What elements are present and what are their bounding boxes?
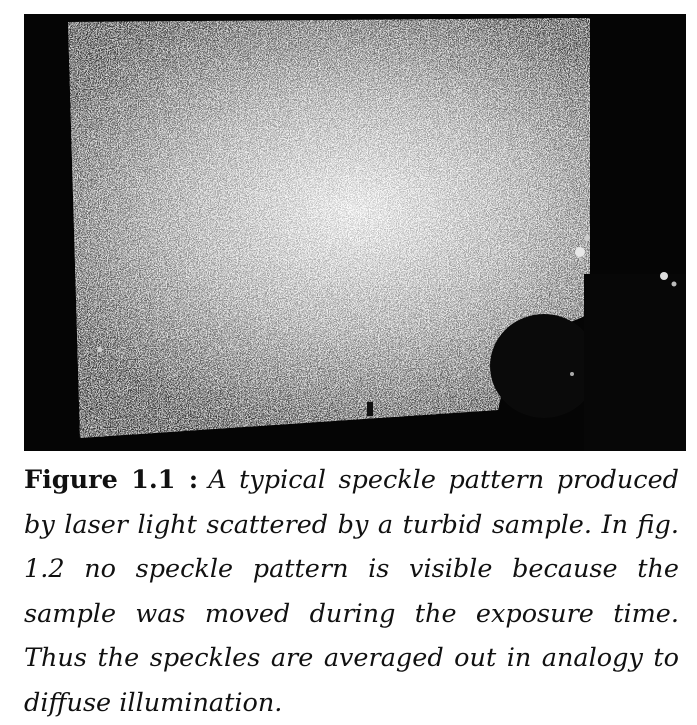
figure-label: Figure 1.1 : bbox=[24, 465, 199, 495]
figure-caption bbox=[24, 458, 679, 725]
caption-text: A typical speckle pattern produced by laser light scattered by a turbid sample. In fig. 1.2 no speckle pattern is visible because the sample was moved during the exposure time. Thus the speckles are averaged out in analogy to diffuse illumination. bbox=[24, 465, 680, 718]
speckle-pattern-photo bbox=[24, 14, 686, 451]
lens-holder-shape bbox=[490, 314, 598, 418]
